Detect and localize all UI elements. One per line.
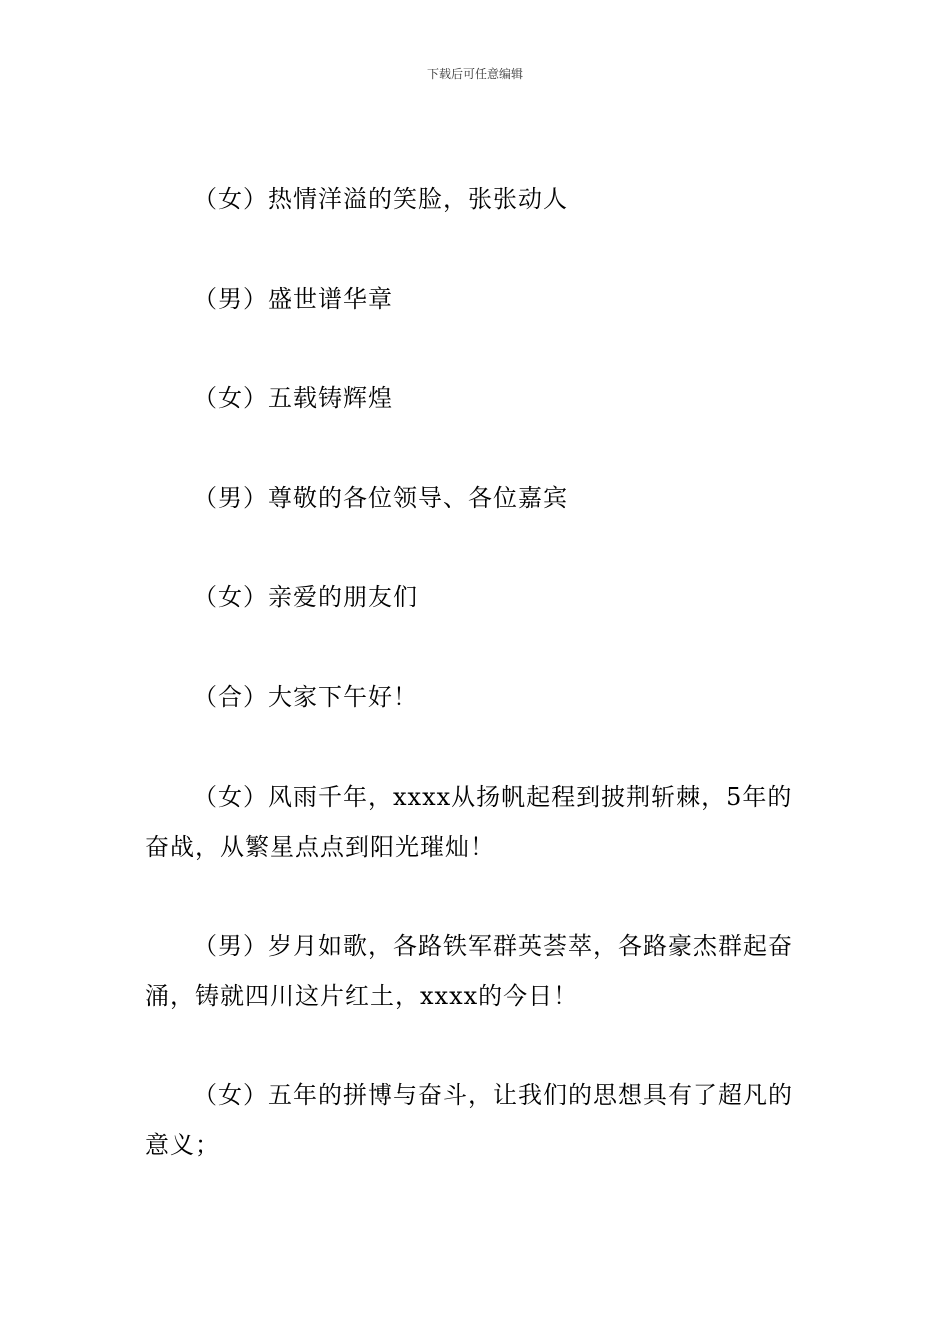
paragraph-6: （合）大家下午好！ bbox=[193, 683, 418, 711]
paragraph-1: （女）热情洋溢的笑脸，张张动人 bbox=[193, 185, 568, 213]
paragraph-8: （男）岁月如歌，各路铁军群英荟萃，各路豪杰群起奋涌，铸就四川这片红土，xxxx的今日！ bbox=[145, 932, 793, 1010]
paragraph-5: （女）亲爱的朋友们 bbox=[193, 583, 418, 611]
page-header: 下载后可任意编辑 bbox=[426, 67, 523, 81]
paragraph-9: （女）五年的拼博与奋斗，让我们的思想具有了超凡的意义； bbox=[145, 1081, 793, 1159]
paragraph-7: （女）风雨千年，xxxx从扬帆起程到披荆斩棘，5年的奋战，从繁星点点到阳光璀灿！ bbox=[145, 783, 793, 861]
paragraph-4: （男）尊敬的各位领导、各位嘉宾 bbox=[193, 484, 568, 512]
paragraph-2: （男）盛世谱华章 bbox=[193, 285, 393, 313]
paragraph-3: （女）五载铸辉煌 bbox=[193, 384, 393, 412]
